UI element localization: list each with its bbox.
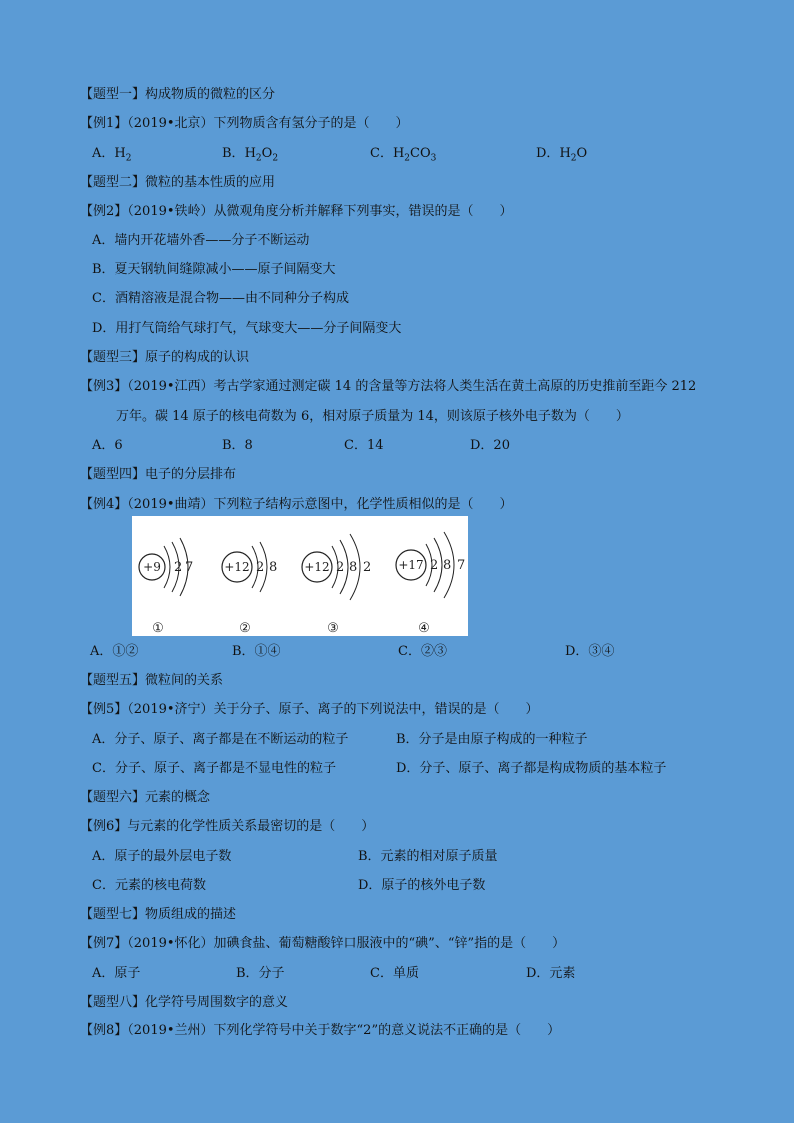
atom-diagram-3 [302, 534, 371, 636]
section-title-2: 【题型二】微粒的基本性质的应用 [80, 175, 276, 190]
q1-option-a: A．$H_2$ [92, 146, 132, 164]
q2-option-b: B．夏天钢轨间缝隙减小——原子间隔变大 [92, 262, 336, 277]
atom-1-shell-1: 2 [174, 560, 183, 575]
q7-option-a: A．原子 [92, 966, 141, 981]
q4-option-c: C．②③ [398, 644, 447, 659]
atom-diagram-2 [222, 542, 277, 636]
q2-option-d: D．用打气筒给气球打气，气球变大——分子间隔变大 [92, 321, 402, 336]
section-title-8: 【题型八】化学符号周围数字的意义 [80, 995, 289, 1010]
atom-2-shell-1: 2 [256, 560, 265, 575]
atom-2-nucleus: +12 [224, 560, 250, 574]
atom-4-nucleus: +17 [398, 558, 424, 572]
atom-2-shell-2: 8 [269, 560, 278, 575]
atom-3-shell-2: 8 [349, 560, 358, 575]
atom-diagram-4 [396, 532, 465, 636]
atom-4-shell-2: 8 [443, 558, 452, 573]
q4-option-a: A．①② [90, 644, 139, 659]
atom-1-shell-2: 7 [185, 560, 194, 575]
question-3-line-1: 【例3】（2019•江西）考古学家通过测定碳 14 的含量等方法将人类生活在黄土高原的历史推前至距今 212 [80, 379, 697, 394]
atom-1-label: ① [152, 621, 164, 636]
q6-option-d: D．原子的核外电子数 [358, 878, 486, 893]
question-8: 【例8】（2019•兰州）下列化学符号中关于数字“2”的意义说法不正确的是（ ） [80, 1023, 561, 1038]
atom-4-label: ④ [418, 621, 430, 636]
question-6: 【例6】与元素的化学性质关系最密切的是（ ） [80, 819, 375, 834]
question-4: 【例4】（2019•曲靖）下列粒子结构示意图中，化学性质相似的是（ ） [80, 497, 513, 512]
atom-1-nucleus: +9 [143, 560, 161, 574]
question-2: 【例2】（2019•铁岭）从微观角度分析并解释下列事实，错误的是（ ） [80, 204, 513, 219]
q5-option-d: D．分子、原子、离子都是构成物质的基本粒子 [396, 761, 667, 776]
q1-option-b: B．$H_2O_2$ [222, 146, 279, 164]
section-title-7: 【题型七】物质组成的描述 [80, 907, 237, 922]
atom-structure-diagram [132, 516, 468, 636]
question-3-line-2: 万年。碳 14 原子的核电荷数为 6，相对原子质量为 14，则该原子核外电子数为（ ） [116, 409, 629, 424]
q3-option-c: C．14 [344, 438, 384, 453]
q1-option-d: D．$H_2O$ [536, 146, 588, 164]
atom-3-shell-3: 2 [363, 560, 372, 575]
question-1: 【例1】（2019•北京）下列物质含有氢分子的是（ ） [80, 116, 409, 131]
section-title-5: 【题型五】微粒间的关系 [80, 673, 224, 688]
section-title-6: 【题型六】元素的概念 [80, 790, 211, 805]
section-title-3: 【题型三】原子的构成的认识 [80, 350, 250, 365]
q1-option-c: C．$H_2CO_3$ [370, 146, 437, 164]
q2-option-c: C．酒精溶液是混合物——由不同种分子构成 [92, 291, 349, 306]
q6-option-b: B．元素的相对原子质量 [358, 849, 498, 864]
q7-option-b: B．分子 [236, 966, 285, 981]
q3-option-d: D．20 [470, 438, 510, 453]
atom-diagram-1 [139, 538, 193, 636]
q5-option-c: C．分子、原子、离子都是不显电性的粒子 [92, 761, 336, 776]
q5-option-b: B．分子是由原子构成的一种粒子 [396, 732, 588, 747]
q2-option-a: A．墙内开花墙外香——分子不断运动 [92, 233, 310, 248]
q7-option-d: D．元素 [526, 966, 576, 981]
q6-option-c: C．元素的核电荷数 [92, 878, 206, 893]
q7-option-c: C．单质 [370, 966, 419, 981]
q4-option-d: D．③④ [565, 644, 615, 659]
atom-4-shell-1: 2 [430, 558, 439, 573]
q4-option-b: B．①④ [232, 644, 281, 659]
q6-option-a: A．原子的最外层电子数 [92, 849, 232, 864]
question-5: 【例5】（2019•济宁）关于分子、原子、离子的下列说法中，错误的是（ ） [80, 702, 539, 717]
q3-option-a: A．6 [92, 438, 123, 453]
atom-2-label: ② [239, 621, 251, 636]
section-title-4: 【题型四】电子的分层排布 [80, 467, 237, 482]
section-title-1: 【题型一】构成物质的微粒的区分 [80, 87, 276, 102]
question-7: 【例7】（2019•怀化）加碘食盐、葡萄糖酸锌口服液中的“碘”、“锌”指的是（ ） [80, 936, 566, 951]
atom-3-nucleus: +12 [304, 560, 330, 574]
atom-3-shell-1: 2 [336, 560, 345, 575]
q3-option-b: B．8 [222, 438, 253, 453]
atom-4-shell-3: 7 [457, 558, 466, 573]
q5-option-a: A．分子、原子、离子都是在不断运动的粒子 [92, 732, 349, 747]
atom-3-label: ③ [327, 621, 339, 636]
